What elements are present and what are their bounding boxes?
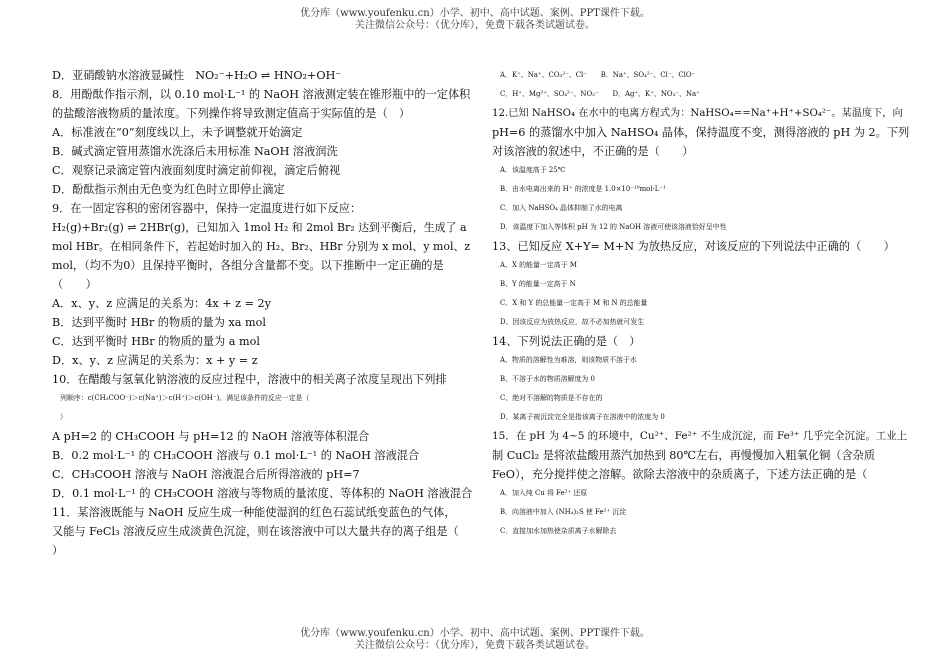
option-line: B．碱式滴定管用蒸馏水洗涤后未用标准 NaOH 溶液润洗 [52, 145, 338, 158]
page-header [0, 8, 950, 32]
question-line: mol HBr。在相同条件下，若起始时加入的 H₂、Br₂、HBr 分别为 x mol、y mol、z [52, 240, 471, 253]
option-line: B．达到平衡时 HBr 的物质的量为 xa mol [52, 316, 266, 329]
option-line: A．x、y、z 应满足的关系为：4x + z = 2y [52, 297, 271, 310]
option-line: C、X 和 Y 的总能量一定高于 M 和 N 的总能量 [500, 299, 648, 307]
footer-line-2: 关注微信公众号：（优分库），免费下载各类试题试卷。 [355, 640, 595, 651]
option-line: A．标准液在“0”刻度线以上，未予调整就开始滴定 [52, 126, 303, 139]
option-line: A．该温度高于 25℃ [500, 166, 566, 174]
option-line: B、不溶于水的物质溶解度为 0 [500, 375, 595, 383]
question-line: （ ） [52, 278, 97, 291]
option-line: D、因该反应为放热反应，故不必加热就可发生 [500, 318, 645, 326]
option-line: D．酚酞指示剂由无色变为红色时立即停止滴定 [52, 183, 285, 196]
option-line: C．H⁺、Mg²⁺、SO₄²⁻、NO₃⁻ D．Ag⁺、K⁺、NO₃⁻、Na⁺ [500, 90, 700, 98]
option-line: A．K⁺、Na⁺、CO₃²⁻、Cl⁻ B．Na⁺、SO₄²⁻、Cl⁻、ClO⁻ [500, 71, 696, 79]
option-line: C．加入 NaHSO₄ 晶体抑制了水的电离 [500, 204, 623, 212]
question-line: 13、已知反应 X+Y= M+N 为放热反应，对该反应的下列说法中正确的（ ） [492, 240, 895, 253]
question-line: D．亚硝酸钠水溶液显碱性 NO₂⁻+H₂O ⇌ HNO₂+OH⁻ [52, 69, 342, 82]
option-line: D．0.1 mol·L⁻¹ 的 CH₃COOH 溶液与等物质的量浓度、等体积的 NaOH 溶液混合 [52, 487, 473, 500]
page-footer [0, 628, 950, 652]
option-line: A pH=2 的 CH₃COOH 与 pH=12 的 NaOH 溶液等体积混合 [52, 430, 370, 443]
option-line: B．由水电离出来的 H⁺ 的浓度是 1.0×10⁻¹⁰mol·L⁻¹ [500, 185, 666, 193]
question-line: 又能与 FeCl₃ 溶液反应生成淡黄色沉淀，则在该溶液中可以大量共存的离子组是（ [52, 525, 459, 538]
left-column [52, 66, 472, 560]
option-line: A．加入纯 Cu 将 Fe²⁺ 还原 [500, 489, 588, 497]
option-line: C．CH₃COOH 溶液与 NaOH 溶液混合后所得溶液的 pH=7 [52, 468, 360, 481]
option-line: B、Y 的能量一定高于 N [500, 280, 576, 288]
question-line: 14、下列说法正确的是（ ） [492, 335, 641, 348]
question-line: 9．在一固定容积的密闭容器中，保持一定温度进行如下反应： [52, 202, 362, 215]
question-line: 的盐酸溶液物质的量浓度。下列操作将导致测定值高于实际值的是（ ） [52, 107, 411, 120]
option-line: A、物质的溶解性为难溶，则该物质不溶于水 [500, 356, 637, 364]
option-line: D．该温度下加入等体积 pH 为 12 的 NaOH 溶液可使该溶液恰好呈中性 [500, 223, 727, 231]
question-line: 15．在 pH 为 4~5 的环境中，Cu²⁺、Fe²⁺ 不生成沉淀，而 Fe³⁺ 几乎完全沉淀。工业上 [492, 430, 908, 442]
option-line: A、X 的能量一定高于 M [500, 261, 577, 269]
question-line: 对该溶液的叙述中，不正确的是（ ） [492, 145, 694, 158]
right-column [492, 66, 910, 541]
footer-line-1: 优分库（www.youfenku.cn）小学、初中、高中试题、案例、PPT课件下载。 [300, 628, 650, 639]
question-line: 11．某溶液既能与 NaOH 反应生成一种能使湿润的红色石蕊试纸变蓝色的气体， [52, 506, 456, 519]
question-line: pH=6 的蒸馏水中加入 NaHSO₄ 晶体，保持温度不变，测得溶液的 pH 为 2。下列 [492, 126, 910, 139]
header-line-1: 优分库（www.youfenku.cn）小学、初中、高中试题、案例、PPT课件下载。 [300, 8, 650, 19]
option-line: C．观察记录滴定管内液面刻度时滴定前仰视，滴定后俯视 [52, 164, 341, 177]
option-line: B．向溶液中加入 (NH₄)₂S 使 Fe²⁺ 沉淀 [500, 508, 627, 516]
question-line: 列顺序：c(CH₃COO⁻)＞c(Na⁺)＞c(H⁺)＞c(OH⁻)。满足该条件的反应一定是（ [60, 394, 310, 402]
question-line: FeO），充分搅拌使之溶解。欲除去溶液中的杂质离子，下述方法正确的是（ [492, 468, 868, 481]
option-line: D．x、y、z 应满足的关系为：x + y = z [52, 354, 258, 367]
question-line: ） [60, 413, 67, 421]
question-line: 制 CuCl₂ 是将浓盐酸用蒸汽加热到 80℃左右，再慢慢加入粗氧化铜（含杂质 [492, 449, 876, 462]
option-line: D、某离子被沉淀完全是指该离子在溶液中的浓度为 0 [500, 413, 665, 421]
question-line: 8．用酚酞作指示剂，以 0.10 mol·L⁻¹ 的 NaOH 溶液测定装在锥形瓶中的一定体积 [52, 88, 471, 101]
question-line: mol，（均不为0）且保持平衡时，各组分含量都不变。以下推断中一定正确的是 [52, 259, 444, 272]
question-line: 10．在醋酸与氢氧化钠溶液的反应过程中，溶液中的相关离子浓度呈现出下列排 [52, 373, 447, 386]
question-line: 12.已知 NaHSO₄ 在水中的电离方程式为：NaHSO₄==Na⁺+H⁺+SO₄²⁻。某温度下，向 [492, 108, 903, 119]
question-line: H₂(g)+Br₂(g) ⇌ 2HBr(g)，已知加入 1mol H₂ 和 2mol Br₂ 达到平衡后，生成了 a [52, 221, 467, 234]
option-line: C、绝对不溶解的物质是不存在的 [500, 394, 603, 402]
question-line: ） [52, 544, 64, 557]
header-line-2: 关注微信公众号：（优分库），免费下载各类试题试卷。 [355, 20, 595, 31]
option-line: B．0.2 mol·L⁻¹ 的 CH₃COOH 溶液与 0.1 mol·L⁻¹ 的 NaOH 溶液混合 [52, 449, 420, 462]
option-line: C．达到平衡时 HBr 的物质的量为 a mol [52, 335, 260, 348]
option-line: C．直接加水加热使杂质离子水解除去 [500, 527, 617, 535]
